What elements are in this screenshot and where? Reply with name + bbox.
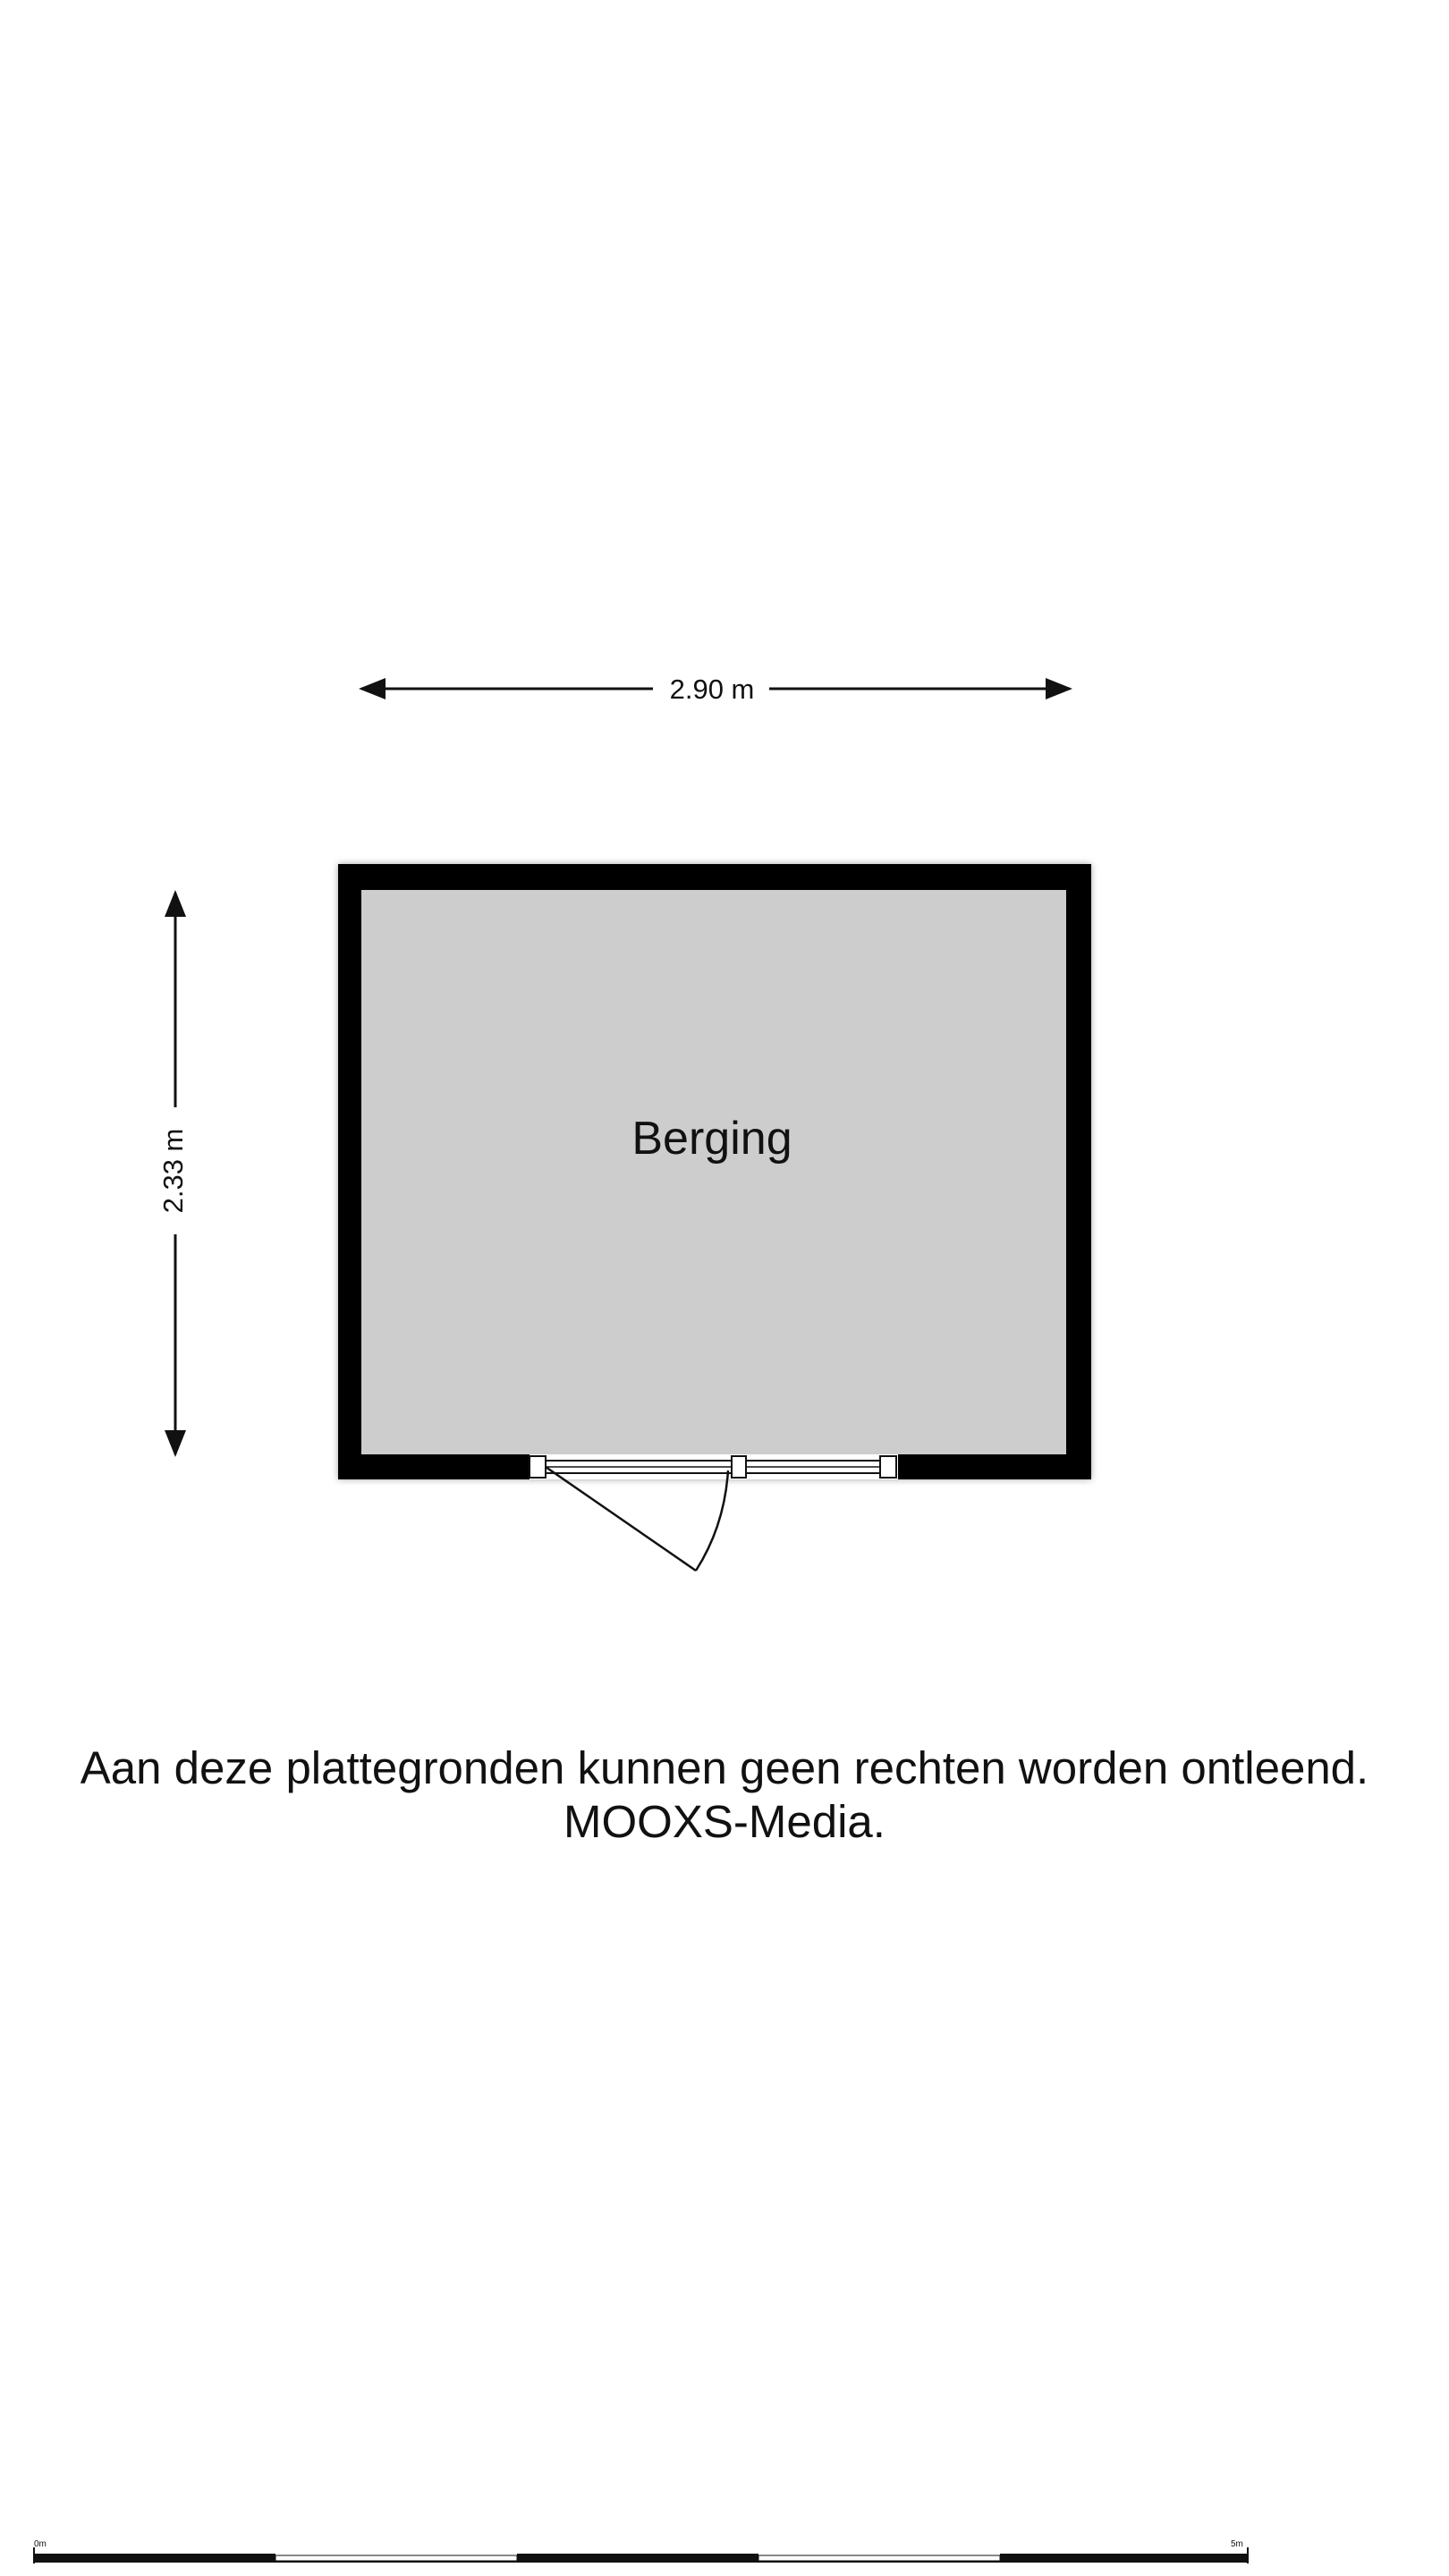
door-jamb-left (530, 1456, 546, 1478)
scale-bar-start-label: 0m (34, 2539, 47, 2549)
width-dimension (361, 674, 1070, 705)
scale-bar (34, 2539, 1248, 2563)
door (530, 1454, 898, 1571)
scale-bar-segment-3 (517, 2554, 758, 2561)
width-dimension-label: 2.90 m (669, 674, 755, 705)
height-dimension (157, 893, 189, 1454)
scale-bar-segment-2 (275, 2555, 517, 2561)
disclaimer-text: Aan deze plattegronden kunnen geen rechten worden ontleend. (80, 1742, 1369, 1793)
room-floor (361, 890, 1066, 1454)
height-dimension-label: 2.33 m (157, 1128, 190, 1214)
door-swing-arc (696, 1470, 728, 1571)
door-jamb-right (880, 1456, 896, 1478)
scale-bar-segment-1 (34, 2554, 275, 2561)
room-label: Berging (631, 1113, 792, 1165)
door-jamb-middle (732, 1456, 746, 1478)
scale-bar-segment-4 (758, 2555, 1000, 2561)
scale-bar-segment-5 (1000, 2554, 1248, 2561)
room-storage (338, 864, 1091, 1479)
disclaimer-credit: MOOXS-Media. (564, 1796, 886, 1847)
door-leaf (546, 1467, 696, 1571)
scale-bar-end-label: 5m (1231, 2539, 1243, 2549)
